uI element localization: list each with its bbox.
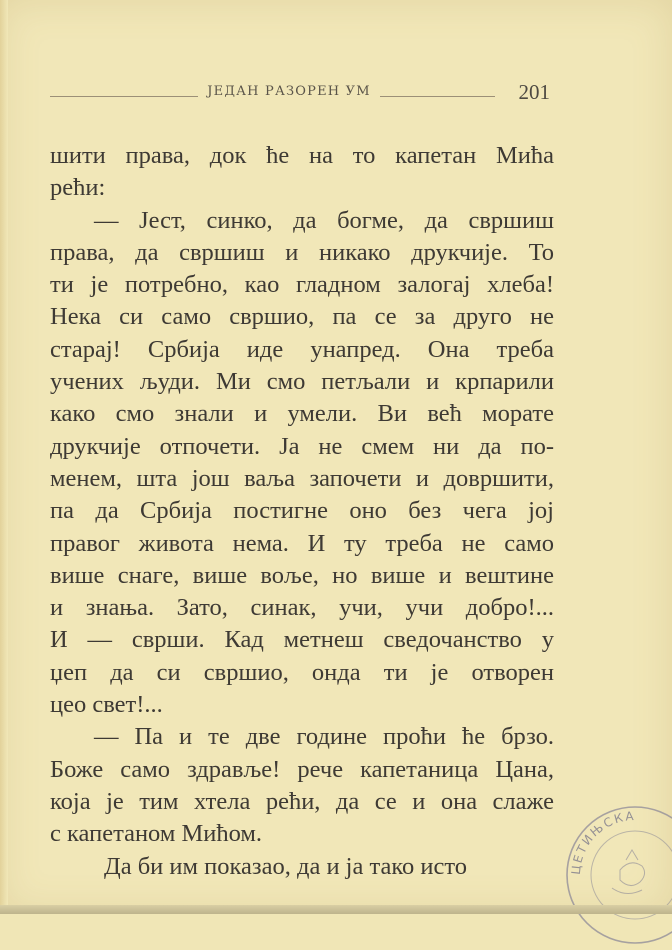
text-line: — Јест, синко, да богме, да свршиш (94, 206, 554, 234)
svg-text:ЦЕТИЊСКА (569, 809, 636, 876)
text-line: учених људи. Ми смо петљали и крпарили (50, 368, 554, 396)
text-line: цео свет!... (50, 691, 163, 719)
text-line: старај! Србија иде унапред. Она треба (50, 335, 554, 363)
text-line: Да би им показао, да и ја тако исто (104, 852, 468, 880)
text-line: рећи: (50, 174, 106, 202)
page-bottom-edge (0, 905, 672, 914)
text-line: џеп да си свршио, онда ти је отворен (50, 658, 554, 686)
text-line: ти је потребно, као гладном залогај хлеба! (50, 271, 554, 299)
library-stamp (560, 800, 672, 950)
text-line: друкчије отпочети. Ја не смем ни да по- (50, 432, 554, 460)
header-rule-right (380, 96, 495, 97)
text-line: Нека си само свршио, па се за друго не (50, 303, 554, 331)
text-line: и знања. Зато, синак, учи, учи добро!... (50, 594, 554, 622)
text-line: с капетаном Мићом. (50, 820, 263, 848)
text-line: И — сврши. Кад метнеш сведочанство у (50, 626, 554, 654)
text-line: права, да свршиш и никако друкчије. То (50, 238, 554, 266)
text-line: више снаге, више воље, но више и вештине (50, 561, 554, 589)
text-line: па да Србија постигне оно без чега јој (50, 497, 554, 525)
body-text (50, 140, 554, 883)
text-line: — Па и те две године проћи ће брзо. (94, 723, 554, 751)
text-line: шити права, док ће на то капетан Мића (50, 142, 554, 169)
page-number: 201 (518, 80, 550, 104)
text-line: правог живота нема. И ту треба не само (50, 529, 554, 557)
text-line: менем, шта још ваља започети и довршити, (50, 464, 554, 492)
text-line: како смо знали и умели. Ви већ морате (50, 400, 554, 428)
text-line: Боже само здравље! рече капетаница Цана, (50, 755, 554, 783)
running-title: ЈЕДАН РАЗОРЕН УМ (207, 84, 371, 99)
stamp-text: ЦЕТИЊСКА (568, 808, 637, 876)
text-line: која је тим хтела рећи, да се и она слаже (50, 787, 554, 815)
header-rule-left (50, 96, 198, 97)
